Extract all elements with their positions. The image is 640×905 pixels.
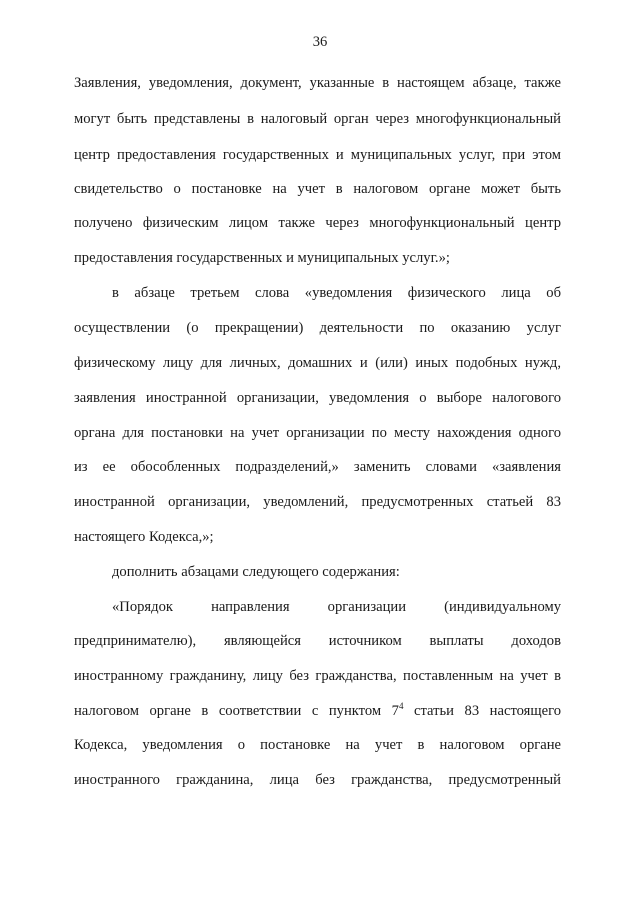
text-segment: налоговом органе в соответствии с пунктом 7 — [74, 703, 399, 719]
text-line: «Порядок направления организации (индивидуальному — [112, 599, 561, 615]
text-line: дополнить абзацами следующего содержания: — [112, 564, 400, 580]
text-line: предоставления государственных и муниципальных услуг.»; — [74, 250, 450, 266]
text-line: заявления иностранной организации, уведомления о выборе налогового — [74, 390, 561, 406]
text-line: центр предоставления государственных и муниципальных услуг, при этом — [74, 147, 561, 163]
text-segment: статьи 83 настоящего — [403, 703, 561, 719]
text-line: настоящего Кодекса,»; — [74, 529, 214, 545]
text-line: иностранной организации, уведомлений, предусмотренных статьей 83 — [74, 494, 561, 510]
text-line: из ее обособленных подразделений,» заменить словами «заявления — [74, 459, 561, 475]
text-line: в абзаце третьем слова «уведомления физического лица об — [112, 285, 561, 301]
text-line: иностранному гражданину, лицу без гражданства, поставленным на учет в — [74, 668, 561, 684]
text-line: Кодекса, уведомления о постановке на учет в налоговом органе — [74, 737, 561, 753]
text-line: получено физическим лицом также через многофункциональный центр — [74, 215, 561, 231]
text-line: свидетельство о постановке на учет в налоговом органе может быть — [74, 181, 561, 197]
text-line: осуществлении (о прекращении) деятельности по оказанию услуг — [74, 320, 561, 336]
text-line: Заявления, уведомления, документ, указанные в настоящем абзаце, также — [74, 75, 561, 91]
text-line: физическому лицу для личных, домашних и (или) иных подобных нужд, — [74, 355, 561, 371]
text-line: предпринимателю), являющейся источником выплаты доходов — [74, 633, 561, 649]
text-line: иностранного гражданина, лица без гражданства, предусмотренный — [74, 772, 561, 788]
superscript: 4 — [398, 701, 404, 711]
text-line-with-superscript — [74, 702, 561, 720]
text-line: могут быть представлены в налоговый орган через многофункциональный — [74, 111, 561, 127]
page-number: 36 — [312, 34, 328, 50]
text-line: органа для постановки на учет организации по месту нахождения одного — [74, 425, 561, 441]
